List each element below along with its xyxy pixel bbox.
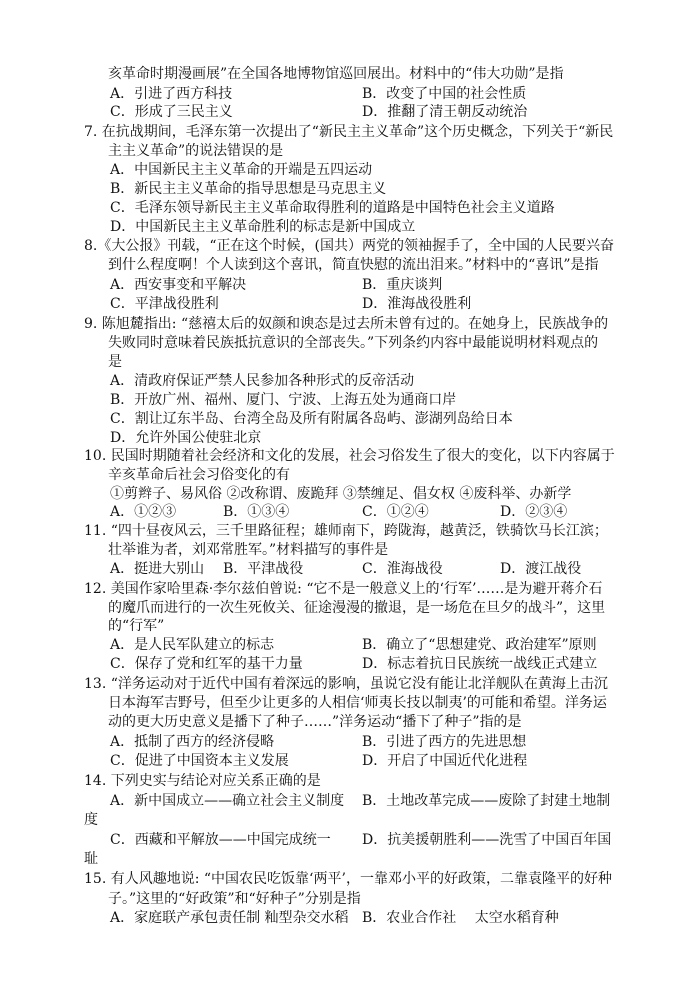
line-text: 14. 下列史实与结论对应关系正确的是: [84, 773, 321, 789]
line-text: A．引进了西方科技: [110, 86, 233, 102]
line-text: 主主义革命”的说法错误的是: [108, 143, 284, 159]
option-text: B．土地改革完成——废除了封建土地制: [362, 793, 611, 809]
line-text: 的“行军”: [108, 618, 165, 634]
option-text: B．平津战役: [223, 561, 304, 577]
line-text: C．促进了中国资本主义发展: [110, 753, 289, 769]
line-text: 耻: [84, 851, 98, 867]
option-text: D．渡江战役: [500, 561, 582, 577]
line-text: 子。”这里的“好政策”和“好种子”分别是指: [108, 891, 361, 907]
line-text: A．抵制了西方的经济侵略: [110, 734, 275, 750]
line-text: 日本海军吉野号，但至少让更多的人相信‘师夷长技以制夷’的可能和希望。洋务运: [108, 695, 607, 711]
option-text: C．①②④: [362, 504, 429, 520]
line-text: C．毛泽东领导新民主主义革命取得胜利的道路是中国特色社会主义道路: [110, 200, 555, 216]
option-text: C．淮海战役: [362, 561, 443, 577]
line-text: 亥革命时期漫画展”在全国各地博物馆巡回展出。材料中的“伟大功勋”是指: [108, 66, 564, 82]
option-text: B．改变了中国的社会性质: [362, 86, 527, 102]
option-text: B．确立了“思想建党、政治建军”原则: [362, 637, 597, 653]
line-text: 10. 民国时期随着社会经济和文化的发展，社会习俗发生了很大的变化，以下内容属于: [84, 448, 615, 464]
option-text: D．抗美援朝胜利——洗雪了中国百年国: [362, 832, 612, 848]
line-text: 动的更大历史意义是播下了种子……”洋务运动“播下了种子”指的是: [108, 714, 522, 730]
line-text: C．形成了三民主义: [110, 104, 233, 120]
line-text: C．西藏和平解放——中国完成统一: [110, 832, 331, 848]
option-text: B．重庆谈判: [362, 277, 443, 293]
line-text: 13. “洋务运动对于近代中国有着深远的影响，虽说它没有能让北洋舰队在黄海上击沉: [84, 676, 608, 692]
line-text: 壮举谁为者，刘邓常胜军。”材料描写的事件是: [108, 542, 389, 558]
line-text: 11. “四十昼夜风云，三千里路征程；雄师南下，跨陇海，越黄泛，铁骑饮马长江滨；: [84, 523, 608, 539]
line-text: 15. 有人风趣地说: “中国农民吃饭靠‘两平’，一靠邓小平的好政策，二靠袁隆平的好种: [84, 871, 612, 887]
line-text: B．开放广州、福州、厦门、宁波、上海五处为通商口岸: [110, 392, 457, 408]
option-text: D．推翻了清王朝反动统治: [362, 104, 528, 120]
line-text: A．①②③: [110, 504, 177, 520]
line-text: 度: [84, 812, 98, 828]
line-text: ①剪辫子、易风俗 ②改称谓、废跪拜 ③禁缠足、倡女权 ④废科举、办新学: [110, 486, 572, 502]
option-text: D．淮海战役胜利: [362, 296, 472, 312]
line-text: C．平津战役胜利: [110, 296, 219, 312]
line-text: 失败同时意味着民族抵抗意识的全部丧失。”下列条约内容中最能说明材料观点的: [108, 335, 599, 351]
line-text: 辛亥革命后社会习俗变化的有: [108, 467, 290, 483]
option-text: B．引进了西方的先进思想: [362, 734, 527, 750]
line-text: A．是人民军队建立的标志: [110, 637, 275, 653]
line-text: B．新民主主义革命的指导思想是马克思主义: [110, 181, 387, 197]
line-text: 12. 美国作家哈里森·李尔兹伯曾说: “它不是一般意义上的‘行军’……是为避开蒋介石: [84, 581, 603, 597]
option-text: D．②③④: [500, 504, 568, 520]
line-text: A．中国新民主主义革命的开端是五四运动: [110, 162, 373, 178]
line-text: 到什么程度啊！个人读到这个喜讯，简直快慰的流出泪来。”材料中的“喜讯”是指: [108, 257, 599, 273]
line-text: D．中国新民主主义革命胜利的标志是新中国成立: [110, 219, 416, 235]
line-text: A．清政府保证严禁人民参加各种形式的反帝活动: [110, 373, 415, 389]
option-text: D．开启了中国近代化进程: [362, 753, 528, 769]
line-text: C．割让辽东半岛、台湾全岛及所有附属各岛屿、澎湖列岛给日本: [110, 411, 513, 427]
line-text: C．保存了党和红军的基干力量: [110, 656, 303, 672]
line-text: A．西安事变和平解决: [110, 277, 247, 293]
option-text: D．标志着抗日民族统一战线正式建立: [362, 656, 598, 672]
line-text: 9. 陈旭麓指出: “慈禧太后的奴颜和谀态是过去所未曾有过的。在她身上，民族战争的: [84, 316, 609, 332]
line-text: D．允许外国公使驻北京: [110, 430, 262, 446]
line-text: 8.《大公报》刊载，“正在这个时候，(国共）两党的领袖握手了，全中国的人民要兴奋: [84, 238, 614, 254]
line-text: 是: [108, 354, 122, 370]
line-text: A．挺进大别山: [110, 561, 205, 577]
line-text: A．新中国成立——确立社会主义制度: [110, 793, 345, 809]
line-text: 的魔爪而进行的一次生死攸关、征途漫漫的撤退，是一场危在旦夕的战斗”，这里: [108, 600, 606, 616]
option-text: B．农业合作社 太空水稻育种: [362, 910, 559, 926]
line-text: A．家庭联产承包责任制 籼型杂交水稻: [110, 910, 349, 926]
option-text: B．①③④: [223, 504, 290, 520]
line-text: 7. 在抗战期间，毛泽东第一次提出了“新民主主义革命”这个历史概念，下列关于“新民: [84, 124, 614, 140]
